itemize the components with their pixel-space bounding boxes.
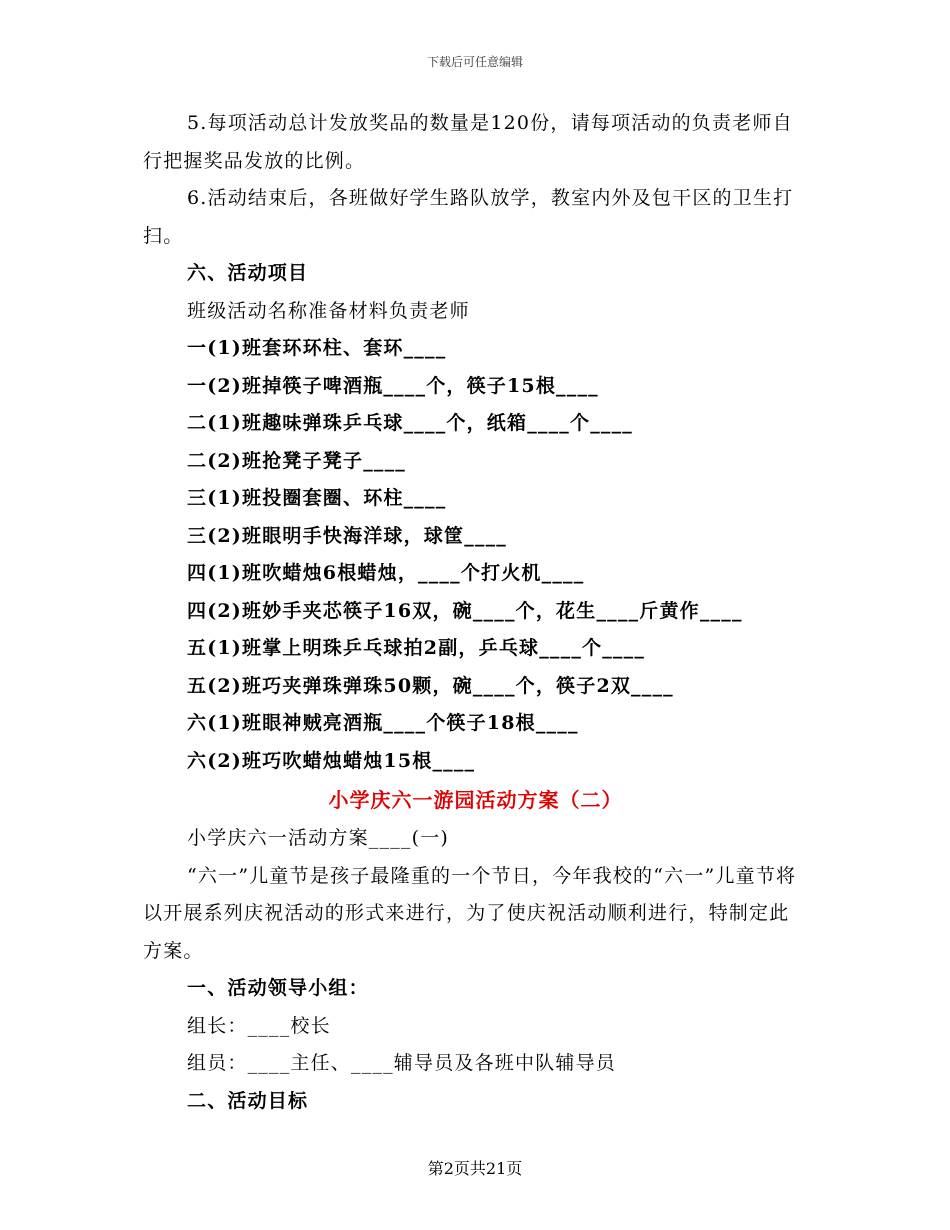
list-item: 六(1)班眼神贼亮酒瓶____个筷子18根____ xyxy=(187,712,579,734)
members-line: 组员：____主任、____辅导员及各班中队辅导员 xyxy=(187,1052,617,1074)
part-two-subtitle: 小学庆六一活动方案____(一) xyxy=(187,827,450,849)
list-item: 一(1)班套环环柱、套环____ xyxy=(187,337,447,359)
paragraph-prize-count: 5.每项活动总计发放奖品的数量是120份，请每项活动的负责老师自行把握奖品发放的比例。 xyxy=(143,112,793,172)
list-item: 五(2)班巧夹弹珠弹珠50颗，碗____个，筷子2双____ xyxy=(187,674,674,697)
paragraph-after-activity: 6.活动结束后，各班做好学生路队放学，教室内外及包干区的卫生打扫。 xyxy=(143,187,794,247)
list-item: 二(1)班趣味弹珠乒乓球____个，纸箱____个____ xyxy=(187,412,634,434)
list-item: 二(2)班抢凳子凳子____ xyxy=(187,449,407,472)
section-leadership-heading: 一、活动领导小组： xyxy=(187,977,369,999)
list-item: 三(2)班眼明手快海洋球，球筐____ xyxy=(187,524,508,547)
leader-line: 组长：____校长 xyxy=(187,1014,331,1037)
list-item: 一(2)班掉筷子啤酒瓶____个，筷子15根____ xyxy=(187,374,599,397)
list-item: 五(1)班掌上明珠乒乓球拍2副，乒乓球____个____ xyxy=(187,637,646,659)
list-item: 三(1)班投圈套圈、环柱____ xyxy=(187,487,447,509)
list-item: 六(2)班巧吹蜡烛蜡烛15根____ xyxy=(187,749,476,772)
document-body xyxy=(143,105,808,1120)
section-activity-items-heading: 六、活动项目 xyxy=(187,262,309,284)
header-note: 下载后可任意编辑 xyxy=(426,55,523,69)
page-number: 第2页共21页 xyxy=(427,1159,523,1178)
list-item: 四(2)班妙手夹芯筷子16双，碗____个，花生____斤黄作____ xyxy=(187,599,743,622)
paragraph-intro: “六一”儿童节是孩子最隆重的一个节日，今年我校的“六一”儿童节将以开展系列庆祝活动的形式来进行，为了使庆祝活动顺利进行，特制定此方案。 xyxy=(143,864,797,962)
part-two-title: 小学庆六一游园活动方案（二） xyxy=(328,788,623,812)
activity-list xyxy=(143,330,808,780)
list-item: 四(1)班吹蜡烛6根蜡烛，____个打火机____ xyxy=(187,562,585,584)
activity-table-header: 班级活动名称准备材料负责老师 xyxy=(187,299,470,322)
section-goals-heading: 二、活动目标 xyxy=(187,1089,309,1112)
